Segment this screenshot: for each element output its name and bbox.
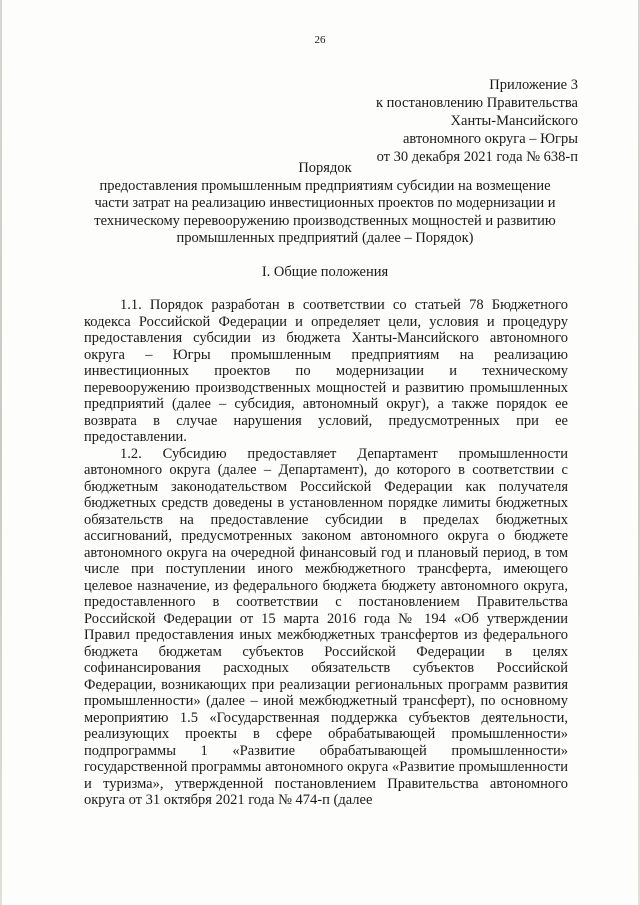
section-title: I. Общие положения bbox=[261, 264, 389, 280]
document-body bbox=[84, 297, 568, 809]
appendix-line-1: Приложение 3 bbox=[489, 77, 578, 93]
appendix-line-5: от 30 декабря 2021 года № 638-п bbox=[376, 149, 578, 165]
title-subtitle: предоставления промышленным предприятиям субсидии на возмещение части затрат на реализацию инвестиционных проектов по модернизации и техническому перевооружению производственных мощностей и развитию промышленных предприятий (далее – Порядок) bbox=[94, 177, 556, 246]
paragraph-1-1: 1.1. Порядок разработан в соответствии со статьей 78 Бюджетного кодекса Российской Федерации и определяет цели, условия и процедуру предоставления субсидии из бюджета Ханты-Мансийского автономного округа – Югры промышленным предприятиям на реализацию инвестиционных проектов по модернизации и техническому перевооружению производственных мощностей и развитию промышленных предприятий (далее – субсидия, автономный округ), а также порядок ее возврата в случае нарушения условий, предусмотренных при ее предоставлении. bbox=[84, 297, 568, 445]
document-title bbox=[88, 160, 562, 248]
appendix-line-3: Ханты-Мансийского bbox=[450, 113, 578, 129]
scan-edge-left bbox=[0, 0, 2, 905]
appendix-header bbox=[376, 76, 578, 166]
paragraph-1-2: 1.2. Субсидию предоставляет Департамент промышленности автономного округа (далее – Департамент), до которого в соответствии с бюджетным законодательством Российской Федерации как получателя бюджетных средств доведены в установленном порядке лимиты бюджетных обязательств на предоставление субсидии в пределах бюджетных ассигнований, предусмотренных законом автономного округа о бюджете автономного округа на очередной финансовый год и плановый период, в том числе при поступлении иного межбюджетного трансферта, имеющего целевое назначение, из федерального бюджета бюджету автономного округа, предоставленного в соответствии с постановлением Правительства Российской Федерации от 15 марта 2016 года № 194 «Об утверждении Правил предоставления иных межбюджетных трансфертов из федерального бюджета бюджетам субъектов Российской Федерации в целях софинансирования расходных обязательств субъектов Российской Федерации, возникающих при реализации региональных программ развития промышленности» (далее – иной межбюджетный трансферт), по основному мероприятию 1.5 «Государственная поддержка субъектов деятельности, реализующих проекты в сфере обрабатывающей промышленности» подпрограммы 1 «Развитие обрабатывающей промышленности» государственной программы автономного округа «Развитие промышленности и туризма», утвержденной постановлением Правительства автономного округа от 31 октября 2021 года № 474-п (далее bbox=[84, 445, 568, 808]
appendix-line-2: к постановлению Правительства bbox=[376, 95, 578, 111]
page-number: 26 bbox=[314, 34, 326, 46]
title-heading: Порядок bbox=[298, 160, 352, 176]
appendix-line-4: автономного округа – Югры bbox=[402, 131, 578, 147]
